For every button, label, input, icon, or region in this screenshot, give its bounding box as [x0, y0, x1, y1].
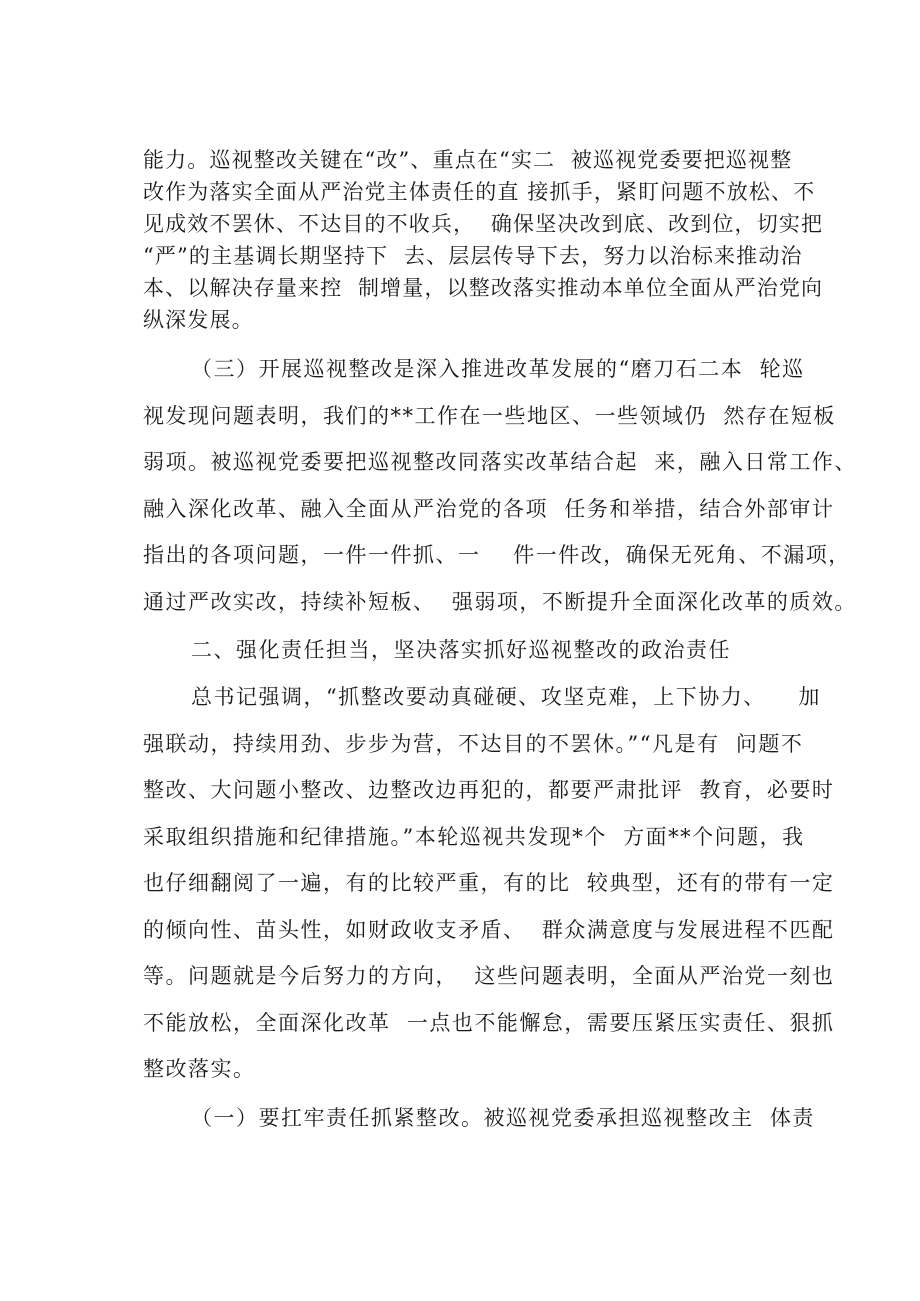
- paragraph-line: 等。问题就是今后努力的方向， 这些问题表明，全面从严治党一刻也: [143, 964, 835, 988]
- paragraph-line: 弱项。被巡视党委要把巡视整改同落实改革结合起 来，融入日常工作、: [143, 450, 857, 474]
- paragraph-line: 也仔细翻阅了一遍，有的比较严重，有的比 较典型，还有的带有一定: [143, 871, 835, 895]
- paragraph-line: （一）要扛牢责任抓紧整改。被巡视党委承担巡视整改主 体责: [191, 1106, 815, 1130]
- paragraph-line: 整改落实。: [143, 1057, 256, 1081]
- paragraph-line: 能力。巡视整改关键在“改”、重点在“实二 被巡视党委要把巡视整: [143, 148, 793, 172]
- paragraph-line: 的倾向性、苗头性，如财政收支矛盾、 群众满意度与发展进程不匹配: [143, 918, 835, 942]
- paragraph-line: 不能放松，全面深化改革 一点也不能懈怠，需要压紧压实责任、狠抓: [143, 1011, 835, 1035]
- heading-text: 二、强化责任担当，坚决落实抓好巡视整改的政治责任: [191, 638, 731, 662]
- paragraph-line: 融入深化改革、融入全面从严治党的各项 任务和举措，结合外部审计: [143, 497, 835, 521]
- paragraph-line: 视发现问题表明，我们的**工作在一些地区、一些领域仍 然存在短板: [143, 404, 836, 428]
- paragraph-line: 见成效不罢休、不达目的不收兵， 确保坚决改到底、改到位，切实把: [143, 212, 824, 236]
- paragraph-line: 强联动，持续用劲、步步为营，不达目的不罢休。”“凡是有 问题不: [143, 732, 804, 756]
- paragraph-line: 本、以解决存量来控 制增量，以整改落实推动本单位全面从严治党向: [143, 276, 824, 300]
- paragraph-line: 通过严改实改，持续补短板、 强弱项，不断提升全面深化改革的质效。: [143, 590, 857, 614]
- paragraph-line: 总书记强调，“抓整改要动真碰硬、攻坚克难，上下协力、 加: [191, 685, 821, 709]
- paragraph-line: 指出的各项问题，一件一件抓、一 件一件改，确保无死角、不漏项，: [143, 543, 851, 567]
- paragraph-line: 改作为落实全面从严治党主体责任的直 接抓手，紧盯问题不放松、不: [143, 180, 816, 204]
- paragraph-line: 纵深发展。: [143, 308, 254, 332]
- paragraph-line: 整改、大问题小整改、边整改边再犯的，都要严肃批评 教育，必要时: [143, 778, 835, 802]
- paragraph-line: “严”的主基调长期坚持下 去、层层传导下去，努力以治标来推动治: [143, 244, 803, 268]
- paragraph-line: 采取组织措施和纪律措施。”本轮巡视共发现*个 方面**个问题，我: [143, 825, 805, 849]
- paragraph-line: （三）开展巡视整改是深入推进改革发展的“磨刀石二本 轮巡: [191, 357, 805, 381]
